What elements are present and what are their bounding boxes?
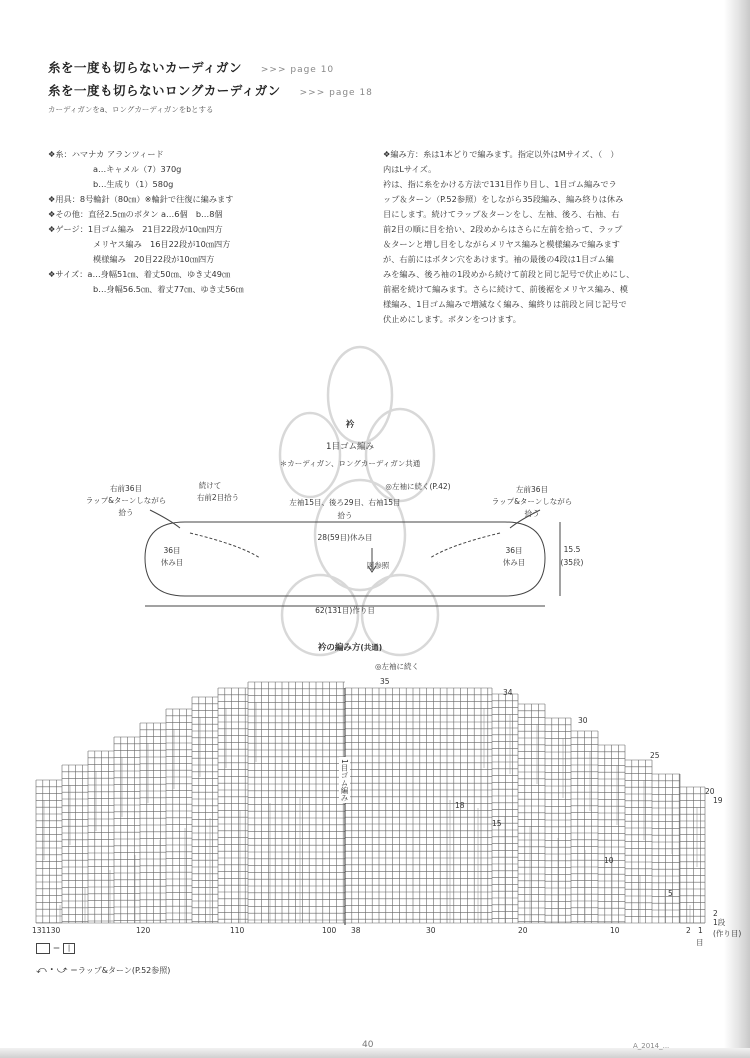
method-line: みを編み、後ろ袖の1段めから続けて前段と同じ記号で伏止めにし、 xyxy=(383,269,635,279)
pick-right-front-2-label: 右前2目拾う xyxy=(196,493,240,502)
yarn-b: b…生成り（1）580g xyxy=(93,179,174,189)
method-line: ❖編み方：糸は1本どりで編みます。指定以外はMサイズ、（ ） xyxy=(383,149,619,159)
size-b: b…身幅56.5㎝、着丈77㎝、ゆき丈56㎝ xyxy=(93,284,244,294)
col-38: 38 xyxy=(351,926,361,935)
right-front-wrap-label: ラップ&ターンしながら xyxy=(85,496,167,505)
subtitle-note: カーディガンをa、ロングカーディガンをbとする xyxy=(48,105,214,114)
left-rest-label: 休み目 xyxy=(160,558,184,567)
yarn-label: ❖糸：ハマナカ アランツィード xyxy=(48,149,164,159)
col-20: 20 xyxy=(518,926,528,935)
row-35: 35 xyxy=(380,677,390,686)
corner-print-mark: A_2014_... xyxy=(633,1042,670,1050)
method-line: 衿は、指に糸をかける方法で131目作り目し、1目ゴム編みでラ xyxy=(383,179,617,189)
empty-cell-symbol xyxy=(36,943,50,954)
method-line: 様編み、1目ゴム編みで増減なく編み、編終りは前段と同じ記号で xyxy=(383,299,627,309)
row-19: 19 xyxy=(713,796,723,805)
continue-label: 続けて xyxy=(198,481,222,490)
right-rest-label: 休み目 xyxy=(502,558,526,567)
cast-on-label: 62(131目)作り目 xyxy=(315,606,375,615)
left-front-label: 左前36目 xyxy=(515,485,549,494)
legend-wrap-turn-text: ＝ラップ&ターン(P.52参照) xyxy=(69,966,171,975)
chart-title-text: 衿の編み方 xyxy=(317,643,361,653)
chart-center-label: 1目ゴム編み xyxy=(340,759,349,802)
collar-stitch: 1目ゴム編み xyxy=(326,442,374,452)
method-line: ップ＆ターン（P.52参照）をしながら35段編み、編み終りは休み xyxy=(383,194,624,204)
method-line: 前2目の順に目を拾い、2段めからはさらに左前を拾って、ラップ xyxy=(383,224,623,234)
row-20: 20 xyxy=(705,787,715,796)
row-34: 34 xyxy=(503,688,513,697)
row-30: 30 xyxy=(578,716,588,725)
right-rest-count: 36目 xyxy=(505,546,523,555)
height-cm: 15.5 xyxy=(563,545,581,554)
title-cardigan-text: 糸を一度も切らないカーディガン xyxy=(48,60,243,75)
col-unit: 目 xyxy=(696,938,704,947)
col-1: 1 xyxy=(698,926,703,935)
tools: ❖用具：8号輪針（80㎝）※輪針で往復に編みます xyxy=(48,194,234,204)
page-ref-10: >>> page 10 xyxy=(260,65,335,75)
row-1: 1段 xyxy=(713,918,726,927)
gauge-pattern: 模様編み 20目22段が10㎝四方 xyxy=(93,254,215,264)
col-2: 2 xyxy=(686,926,691,935)
pick-middle-label: 拾う xyxy=(337,511,353,520)
page-number: 40 xyxy=(362,1040,374,1050)
left-rest-count: 36目 xyxy=(163,546,181,555)
col-30: 30 xyxy=(426,926,436,935)
see-chart-note: 図参照 xyxy=(366,561,390,570)
gauge-stockinette: メリヤス編み 16目22段が10㎝四方 xyxy=(93,239,231,249)
row-18: 18 xyxy=(455,801,465,810)
col-120: 120 xyxy=(136,926,151,935)
chart-continue-left-sleeve: ◎左袖に続く xyxy=(374,662,420,671)
other-materials: ❖その他：直径2.5㎝のボタン a…6個 b…8個 xyxy=(48,209,223,219)
collar-title: 衿 xyxy=(345,420,355,430)
continue-left-sleeve-note: ◎左袖に続く(P.42) xyxy=(385,482,451,491)
title-long-cardigan-text: 糸を一度も切らないロングカーディガン xyxy=(48,83,281,98)
col-131: 131 xyxy=(32,926,47,935)
row-5: 5 xyxy=(668,889,673,898)
method-line: 内はLサイズ。 xyxy=(383,164,437,174)
col-130: 130 xyxy=(46,926,61,935)
height-rows: (35段) xyxy=(560,558,584,567)
row-15: 15 xyxy=(492,819,502,828)
right-front-pick-label: 拾う xyxy=(118,508,134,517)
yarn-a: a…キャメル（7）370g xyxy=(93,164,182,174)
top-rest-stitches: 28(59目)休み目 xyxy=(317,533,373,542)
col-110: 110 xyxy=(230,926,245,935)
page-ref-18: >>> page 18 xyxy=(299,88,373,98)
wrap-turn-symbol: ⤺・⤻ xyxy=(36,965,68,976)
chart-title-suffix: (共通) xyxy=(360,643,383,652)
left-front-pick-label: 拾う xyxy=(524,509,540,518)
method-line: ＆ターンと増し目をしながらメリヤス編みと模様編みで編みます xyxy=(383,239,620,249)
row-10: 10 xyxy=(604,856,614,865)
collar-note: ＊カーディガン、ロングカーディガン共通 xyxy=(279,459,421,468)
gauge-rib: ❖ゲージ：1目ゴム編み 21目22段が10㎝四方 xyxy=(48,224,223,234)
row-25: 25 xyxy=(650,751,660,760)
col-100: 100 xyxy=(322,926,337,935)
row-2: 2 xyxy=(713,909,718,918)
legend-equals: ＝ xyxy=(52,944,61,953)
legend-wrap-turn xyxy=(36,961,170,976)
method-line: 前裾を続けて編みます。さらに続けて、前後裾をメリヤス編み、模 xyxy=(383,284,628,294)
size-a: ❖サイズ：a…身幅51㎝、着丈50㎝、ゆき丈49㎝ xyxy=(48,269,231,279)
knit-stitch-symbol: | xyxy=(63,943,75,954)
method-line: 目にします。続けてラップ＆ターンをし、左袖、後ろ、右袖、右 xyxy=(383,209,620,219)
pick-sleeves-back-label: 左袖15目、後ろ29目、右袖15目 xyxy=(289,498,401,507)
method-line: 伏止めにします。ボタンをつけます。 xyxy=(383,314,521,324)
legend-knit xyxy=(36,943,75,954)
right-front-label: 右前36目 xyxy=(109,484,143,493)
col-10: 10 xyxy=(610,926,620,935)
left-front-wrap-label: ラップ&ターンしながら xyxy=(491,497,573,506)
row-cast-on: (作り目) xyxy=(713,929,742,938)
method-line: が、右前にはボタン穴をあけます。袖の最後の4段は1目ゴム編 xyxy=(383,254,614,264)
